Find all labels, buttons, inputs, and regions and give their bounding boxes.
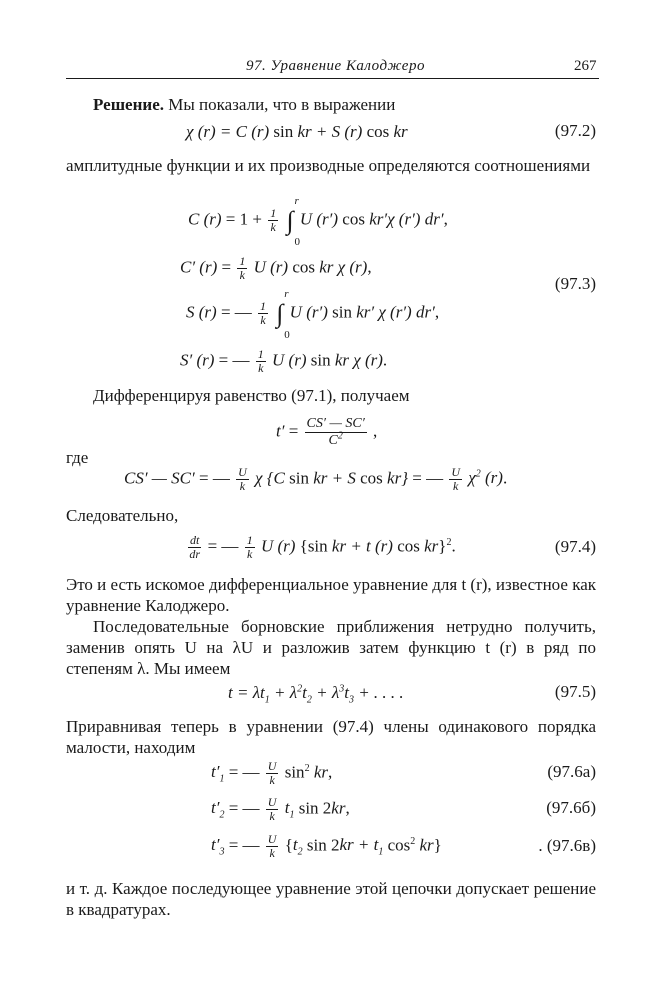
equation-number-97-5: (97.5)	[554, 682, 596, 701]
intro-line	[93, 95, 395, 115]
paragraph-calogero: Это и есть искомое дифференциальное уравнение для t (r), известное как уравнение Калоджеро.	[66, 575, 596, 615]
paragraph-equate: Приравнивая теперь в уравнении (97.4) члены одинакового порядка малости, находим	[66, 717, 596, 757]
equation-97-2: χ (r) = C (r) sin kr + S (r) cos kr	[186, 122, 408, 141]
equation-number-97-6b: (97.6б)	[546, 798, 596, 817]
header-rule	[66, 78, 599, 79]
equation-number-97-6c: . (97.6в)	[538, 836, 596, 855]
page-number: 267	[574, 58, 597, 74]
equation-97-6c: $t'_3$ = — $\frac{U}{k}$ {$t_2$ $\sin 2kr + t_1$ $\cos^2 kr$}	[211, 832, 442, 860]
equation-97-3-line-2: C′ (r) = $\frac{1}{k}$ U (r) cos kr χ (r),	[180, 254, 372, 282]
equation-number-97-6a: (97.6а)	[547, 762, 596, 781]
equation-97-5: $t = \lambda t_1 + \lambda^2t_2 + \lambda^3t_3$ + . . . .	[228, 683, 404, 706]
equation-97-6a: $t'_1$ = — $\frac{U}{k}$ $\sin^2$ kr,	[211, 759, 333, 787]
paragraph-final: и т. д. Каждое последующее уравнение этой цепочки допускает решение в квадратурах.	[66, 879, 596, 919]
paragraph-born: Последовательные борновские приближения нетрудно получить, заменив опять U на λU и разложив затем функцию t (r) в ряд по степеням λ. Мы имеем	[66, 617, 596, 678]
equation-97-3-line-3: S (r) = — $\frac{1}{k}$ ∫ r 0 U (r′) sin kr′ χ (r′) dr′,	[186, 287, 440, 341]
paragraph-differentiating: Дифференцируя равенство (97.1), получаем	[93, 386, 410, 405]
equation-97-6b: $t'_2$ = — $\frac{U}{k}$ $t_1$ sin 2kr,	[211, 795, 350, 823]
equation-t-prime: t′ = $\frac{CS' — SC'}{C^2}$ ,	[276, 416, 378, 448]
equation-97-4: $\frac{dt}{dr}$ = — $\frac{1}{k}$ U (r) {sin kr + t (r) cos kr}$^2$.	[189, 533, 456, 561]
word-where: где	[66, 448, 89, 467]
equation-number-97-3: (97.3)	[554, 274, 596, 293]
equation-97-3-line-4: S′ (r) = — $\frac{1}{k}$ U (r) sin kr χ (r).	[180, 347, 388, 375]
equation-number-97-2: (97.2)	[554, 121, 596, 140]
running-title: 97. Уравнение Калоджеро	[246, 58, 425, 74]
word-therefore: Следовательно,	[66, 506, 179, 525]
equation-97-3-line-1: C (r) = 1 + $\frac{1}{k}$ ∫ r 0 U (r′) cos kr′χ (r′) dr′,	[188, 194, 448, 248]
paragraph-amplitude: амплитудные функции и их производные определяются соотношениями	[66, 156, 591, 175]
solution-label: Решение.	[93, 95, 164, 114]
intro-text: Мы показали, что в выражении	[168, 95, 396, 114]
equation-number-97-4: (97.4)	[554, 537, 596, 556]
equation-wronskian: CS′ — SC′ = — $\frac{U}{k}$ χ {C sin kr + S cos kr} = — $\frac{U}{k}$ $\chi^2$ (r).	[124, 465, 508, 493]
